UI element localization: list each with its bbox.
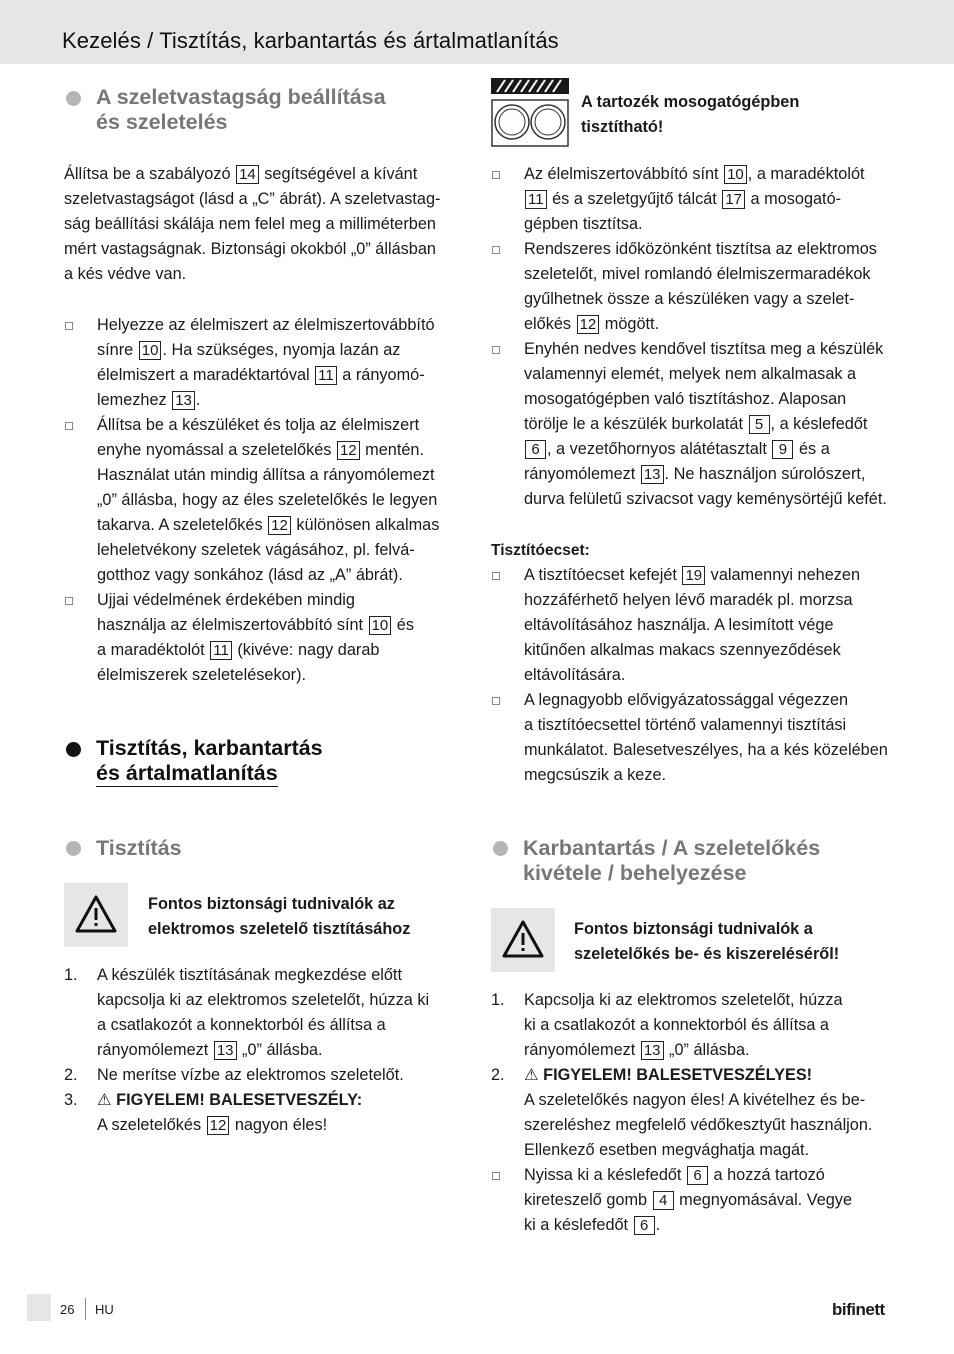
text-segment: különösen alkalmas [291,516,440,534]
text-segment: . [655,1216,661,1234]
text-line [97,313,464,338]
text-line [524,262,891,287]
cleaning-instructions-list [491,162,891,512]
step-number: 3. [64,1091,78,1109]
text-segment: élelmiszert a maradéktartóval [97,366,315,384]
text-segment: Használat után mindig állítsa a rányomólemezt [97,466,435,484]
text-line [97,363,464,388]
list-item [64,313,464,413]
text-segment: megnyomásával. Vegye [674,1191,852,1209]
text-segment: kitűnően alkalmas makacs szennyeződések [524,641,841,659]
part-reference: 17 [722,190,745,209]
blade-steps-list [491,988,891,1163]
text-segment: , a késlefedőt [770,415,868,433]
square-bullet-icon [492,1172,500,1180]
list-item [491,563,891,688]
text-line [524,1038,891,1063]
text-segment: megcsúszik a keze. [524,766,667,784]
text-segment: Nyissa ki a késlefedőt [524,1166,686,1184]
text-segment: enyhe nyomással a szeletelőkés [97,441,336,459]
text-segment: durva felületű szivacsot vagy keménysörtéjű kefét. [524,490,887,508]
step-number: 1. [64,966,78,984]
text-line [524,738,891,763]
warning-triangle-icon [75,895,117,933]
text-line [97,388,464,413]
text-line [97,538,464,563]
brush-title: Tisztítóecset: [491,542,590,559]
text-line [97,463,464,488]
numbered-step [64,1088,464,1138]
text-segment: mosogatógépben való tisztításhoz. Alaposan [524,390,847,408]
text-segment: eltávolítására. [524,666,626,684]
step-number: 1. [491,991,505,1009]
text-line [97,438,464,463]
part-reference: 13 [641,1041,664,1060]
text-line [524,688,891,713]
text-line [524,412,891,437]
text-line [97,338,464,363]
square-bullet-icon [65,597,73,605]
text-segment: , a maradéktolót [747,165,865,183]
text-line [524,1163,891,1188]
warning-cleaning-text: Fontos biztonsági tudnivalók az elektromos szeletelő tisztításához [148,895,411,938]
text-line [524,237,891,262]
text-line [524,1188,891,1213]
text-line [524,1013,891,1038]
text-segment: Helyezze az élelmiszert az élelmiszertovábbító [97,316,435,334]
step-number: 2. [64,1066,78,1084]
text-segment: takarva. A szeletelőkés [97,516,268,534]
list-item [64,413,464,588]
part-reference: 13 [214,1041,237,1060]
brand-logo: bifinett [832,1300,885,1319]
text-segment: rányomólemezt [97,1041,213,1059]
text-segment: törölje le a készülék burkolatát [524,415,748,433]
text-line [97,963,464,988]
part-reference: 9 [772,440,793,459]
text-line [524,337,891,362]
text-segment: hozzáférhető helyen lévő maradék pl. morzsa [524,591,853,609]
cleaning-steps-list [64,963,464,1138]
text-segment: mentén. [360,441,424,459]
list-item [491,1163,891,1238]
text-segment: ki a késlefedőt [524,1216,633,1234]
text-segment: ki a csatlakozót a konnektorból és állítsa a [524,1016,829,1034]
part-reference: 13 [641,465,664,484]
section-bullet [66,91,81,106]
text-line [524,437,891,462]
text-segment: Ujjai védelmének érdekében mindig [97,591,355,609]
text-segment: valamennyi elemét, melyek nem alkalmasak a [524,365,857,383]
part-reference: 19 [682,566,705,585]
text-line [524,1138,891,1163]
text-line [524,387,891,412]
text-line [97,1013,464,1038]
text-segment: rányomólemezt [524,1041,640,1059]
text-segment: és [392,616,415,634]
text-line [524,187,891,212]
section-bullet [493,841,508,856]
text-segment: használja az élelmiszertovábbító sínt [97,616,368,634]
warning-box [64,883,128,947]
text-segment: Ellenkező esetben megvághatja magát. [524,1141,810,1159]
text-segment: ⚠ FIGYELEM! BALESETVESZÉLY: [97,1091,363,1109]
text-line [524,663,891,688]
text-segment: gyűlhetnek össze a készüléken vagy a szelet- [524,290,855,308]
part-reference: 11 [315,366,337,385]
warning-box [491,908,555,972]
text-segment: szeletelőt, mivel romlandó élelmiszermaradékok [524,265,871,283]
text-line [524,1213,891,1238]
dishwasher-icon [491,78,569,148]
square-bullet-icon [492,697,500,705]
language-code: HU [95,1302,114,1317]
text-line [97,638,464,663]
brush-instructions-list [491,563,891,788]
text-segment: mögött. [600,315,660,333]
list-item [491,688,891,788]
text-segment: szereléshez megfelelő védőkesztyűt használjon. [524,1116,873,1134]
text-line [524,312,891,337]
text-line [97,1038,464,1063]
text-segment: Rendszeres időközönként tisztítsa az elektromos [524,240,877,258]
section-bullet [66,841,81,856]
page-number: 26 [60,1302,75,1317]
part-reference: 12 [207,1116,230,1135]
text-line [97,1063,464,1088]
text-segment: Enyhén nedves kendővel tisztítsa meg a készülék [524,340,884,358]
list-item [491,162,891,237]
text-segment: A tisztítóecset kefejét [524,566,682,584]
text-segment: leheletvékony szeletek vágásához, pl. felvá- [97,541,415,559]
text-line [524,713,891,738]
text-segment: A szeletelőkés [97,1116,206,1134]
step-number: 2. [491,1066,505,1084]
text-segment: élelmiszerek szeletelésekor). [97,666,307,684]
text-line [97,663,464,688]
text-line [524,613,891,638]
numbered-step [64,1063,464,1088]
text-line [97,413,464,438]
slicing-instructions-list [64,313,464,688]
numbered-step [491,988,891,1063]
text-line [524,287,891,312]
part-reference: 5 [749,415,770,434]
section-title-cleaning-maintenance: Tisztítás, karbantartás és ártalmatlanítás [96,736,323,785]
square-bullet-icon [492,171,500,179]
text-line [97,513,464,538]
text-line [97,563,464,588]
text-line [97,1088,464,1113]
part-reference: 10 [139,341,162,360]
text-segment: „0” állásba. [237,1041,323,1059]
part-reference: 12 [268,516,291,535]
square-bullet-icon [492,246,500,254]
square-bullet-icon [65,322,73,330]
text-line [97,613,464,638]
text-segment: rányomólemezt [524,465,640,483]
text-line [524,487,891,512]
numbered-step [64,963,464,1063]
text-line [524,563,891,588]
square-bullet-icon [65,422,73,430]
text-segment: , a vezetőhornyos alátétasztalt [547,440,772,458]
text-segment: A készülék tisztításának megkezdése előtt [97,966,402,984]
text-segment: . Ne használjon súrolószert, [664,465,866,483]
warning-blade-text: Fontos biztonsági tudnivalók a szeletelőkés be- és kiszereléséről! [574,920,840,963]
list-item [64,588,464,688]
text-segment: munkálatot. Balesetveszélyes, ha a kés közelében [524,741,888,759]
text-segment: gotthoz vagy sonkához (lásd az „A” ábrát). [97,566,403,584]
section-bullet [66,742,81,757]
part-reference: 4 [653,1191,674,1210]
text-segment: és a szeletgyűjtő tálcát [547,190,722,208]
numbered-step [491,1063,891,1163]
part-reference: 10 [724,165,747,184]
part-reference: 11 [525,190,547,209]
text-segment: nagyon éles! [230,1116,328,1134]
text-line [97,588,464,613]
text-segment: valamennyi nehezen [706,566,861,584]
text-line [524,763,891,788]
text-segment: a csatlakozót a konnektorból és állítsa a [97,1016,386,1034]
text-line [97,988,464,1013]
part-reference: 10 [369,616,392,635]
text-line [524,462,891,487]
text-segment: Az élelmiszertovábbító sínt [524,165,724,183]
part-reference: 13 [172,391,195,410]
text-segment: kapcsolja ki az elektromos szeletelőt, húzza ki [97,991,430,1009]
text-line [524,988,891,1013]
blade-removal-list [491,1163,891,1238]
list-item [491,337,891,512]
text-segment: kireteszelő gomb [524,1191,652,1209]
text-line [524,362,891,387]
page-title: Kezelés / Tisztítás, karbantartás és ártalmatlanítás [62,28,559,53]
slice-thickness-intro: Állítsa be a szabályozó 14 segítségével a kívánt szeletvastagságot (lásd a „C” ábrát). A szeletvastag- ság beállítási skálája nem felel meg a milliméterben mért vastagságnak. Biztonsági okokból „0” állásban a kés védve van. [64,165,441,283]
part-reference: 6 [687,1166,708,1185]
text-line [97,488,464,513]
part-reference: 6 [634,1216,655,1235]
text-line [524,638,891,663]
text-line [524,588,891,613]
section-title-cleaning: Tisztítás [96,836,182,860]
footer-divider [85,1298,86,1320]
text-segment: A legnagyobb elővigyázatossággal végezzen [524,691,849,709]
text-segment: . [195,391,201,409]
text-segment: lemezhez [97,391,172,409]
text-segment: a hozzá tartozó [708,1166,825,1184]
text-segment: eltávolításához használja. A lesimított vége [524,616,834,634]
text-line [524,162,891,187]
page-header [0,0,954,64]
text-line [524,1063,891,1088]
part-reference: 12 [337,441,360,460]
warning-triangle-icon [502,920,544,958]
footer-marker [27,1294,51,1321]
text-segment: „0” állásba, hogy az éles szeletelőkés le legyen [97,491,438,509]
text-segment: gépben tisztítsa. [524,215,643,233]
dishwasher-note: A tartozék mosogatógépben tisztítható! [581,93,800,136]
text-segment: A szeletelőkés nagyon éles! A kivételhez és be- [524,1091,866,1109]
text-segment: a rányomó- [337,366,425,384]
text-segment: . Ha szükséges, nyomja lazán az [162,341,401,359]
section-title-maintenance: Karbantartás / A szeletelőkés kivétele / behelyezése [523,836,821,885]
text-line [524,1113,891,1138]
text-line [97,1113,464,1138]
text-segment: a tisztítóecsettel történő valamennyi tisztítási [524,716,847,734]
text-segment: előkés [524,315,576,333]
text-line [524,1088,891,1113]
list-item [491,237,891,337]
text-segment: a mosogató- [746,190,842,208]
section-title-slice-thickness: A szeletvastagság beállítása és szeletelés [96,85,386,134]
text-segment: és a [794,440,830,458]
text-segment: (kivéve: nagy darab [232,641,380,659]
square-bullet-icon [492,572,500,580]
text-segment: Állítsa be a készüléket és tolja az élelmiszert [97,416,420,434]
part-reference: 12 [577,315,600,334]
text-segment: „0” állásba. [664,1041,750,1059]
text-segment: Kapcsolja ki az elektromos szeletelőt, húzza [524,991,843,1009]
text-line [524,212,891,237]
text-segment: a maradéktolót [97,641,210,659]
text-segment: sínre [97,341,138,359]
text-segment: Ne merítse vízbe az elektromos szeletelőt. [97,1066,404,1084]
part-reference: 6 [525,440,546,459]
part-reference: 11 [210,641,232,660]
text-segment: ⚠ FIGYELEM! BALESETVESZÉLYES! [524,1066,813,1084]
square-bullet-icon [492,346,500,354]
